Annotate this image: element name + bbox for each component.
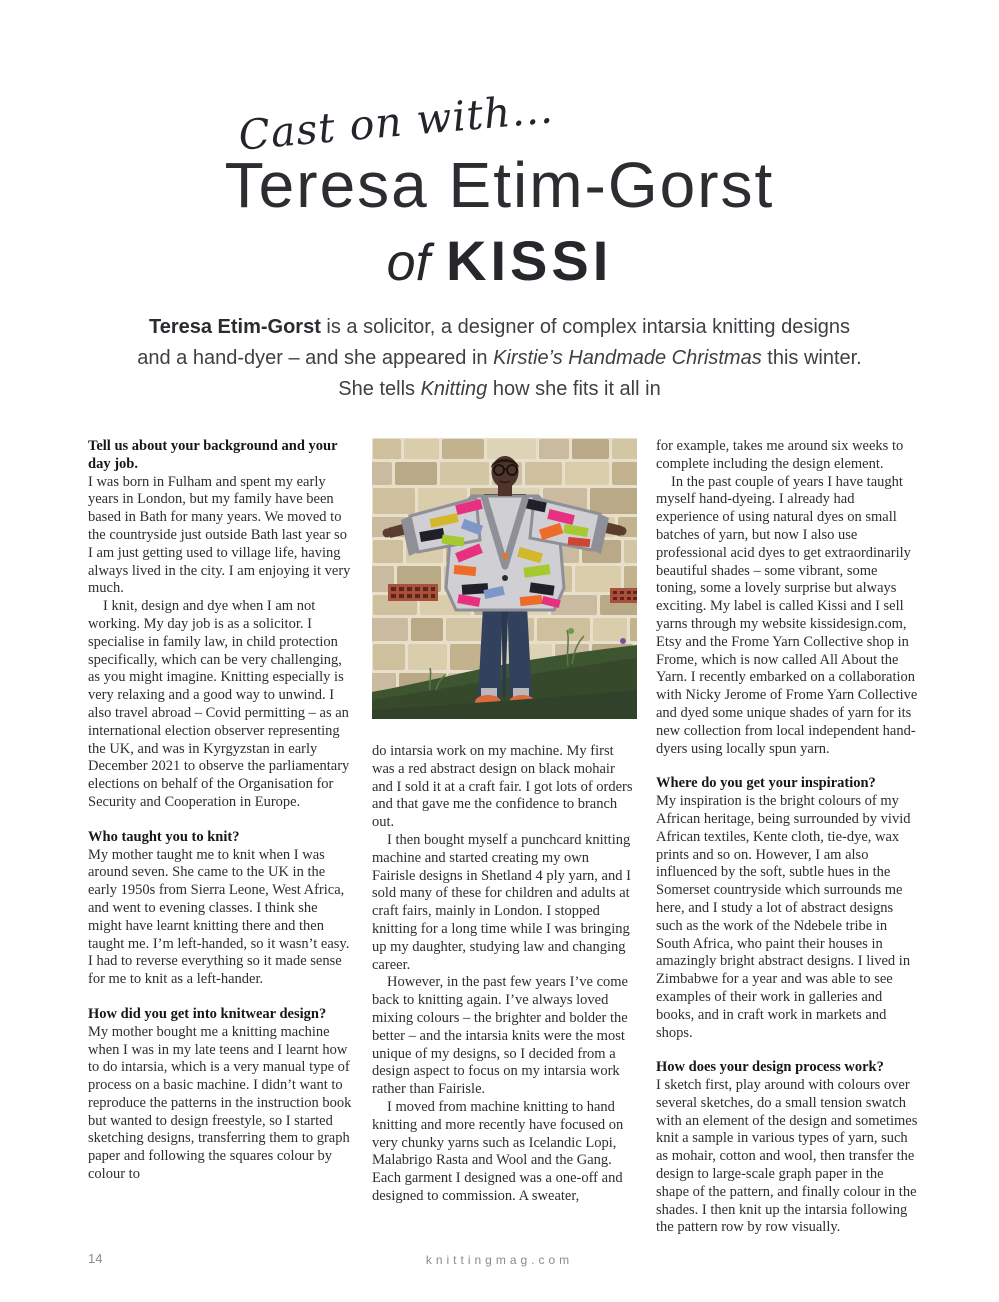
question-heading: Who taught you to knit? (88, 828, 240, 845)
body-paragraph: I was born in Fulham and spent my early years in London, but my family have been based in Bath for many years. We moved to the countryside just outside Bath last year so I am just getting used to village life, having always lived in the city. I am enjoying it very much. (88, 473, 351, 597)
page-number: 14 (88, 1251, 103, 1266)
subtitle-of: of (386, 234, 431, 292)
standfirst (0, 312, 999, 405)
body-paragraph: I sketch first, play around with colours over several sketches, do a small tension swatch with an element of the design and sometimes knit a sample in various types of yarn, such as mohair, cotton and wool, then transfer the design to large-scale graph paper in the shape of the pattern, and finally colour in the shades. I then knit up the intarsia following the pattern row by row visually. (656, 1077, 918, 1236)
article-body (88, 438, 920, 1237)
question-heading: Where do you get your inspiration? (656, 775, 876, 792)
script-kicker: Cast on with... (236, 84, 556, 160)
standfirst-line: Teresa Etim-Gorst is a solicitor, a designer of complex intarsia knitting designs (148, 316, 851, 338)
body-paragraph: I moved from machine knitting to hand knitting and more recently have focused on very chunky yarns such as Icelandic Lopi, Malabrigo Rasta and Wool and the Gang. Each garment I designed was a one-off and designed to commission. A sweater, (372, 1098, 624, 1204)
body-paragraph: My mother bought me a knitting machine when I was in my late teens and I learnt how to do intarsia, which is a very manual type of process on a basic machine. I didn’t want to reproduce the patterns in the instruction book but wanted to design freestyle, so I started sketching designs, transferring them to graph paper and following the squares colour by colour to (88, 1023, 352, 1183)
photo-teresa-in-intarsia-cardigan (372, 438, 637, 719)
body-paragraph: I then bought myself a punchcard knitting machine and started creating my own Fairisle designs in Shetland 4 ply yarn, and I sold many of these for children and adults at craft fairs, mainly in London. I stopped knitting for a long time while I was bringing up my daughter, studying law and changing career. (372, 831, 631, 973)
website-footer: knittingmag.com (425, 1253, 574, 1267)
body-paragraph: My mother taught me to knit when I was around seven. She came to the UK in the early 1950s from Sierra Leone, West Africa, and went to evening classes. I think she might have learnt knitting there and then taught me. I’m left-handed, so it wasn’t easy. I had to reverse everything so it made sense for me to knit as a left-hander. (88, 846, 350, 988)
question-heading: How does your design process work? (656, 1059, 884, 1076)
body-paragraph: In the past couple of years I have taught myself hand-dyeing. I already had experience of using natural dyes on small batches of yarn, but now I also use professional acid dyes to get extraordinarily beautiful shades – some vibrant, some toning, some a lovely surprise but always exciting. My label is called Kissi and I sell yarns through my website kissidesign.com, Etsy and the Frome Yarn Collective shop in Frome, which is now called All About the Yarn. I recently embarked on a collaboration with Nicky Jerome of Frome Yarn Collective and dyed some unique shades of yarn for its new collection from local independent hand-dyers using locally spun yarn. (656, 473, 918, 757)
standfirst-line: and a hand-dyer – and she appeared in Kirstie’s Handmade Christmas this winter. (137, 347, 862, 369)
standfirst-line: She tells Knitting how she fits it all in (338, 378, 661, 400)
article-column-3 (656, 438, 920, 1237)
body-paragraph: However, in the past few years I’ve come back to knitting again. I’ve always loved mixing colours – the brighter and bolder the better – and the intarsia knits were the most unique of my designs, so I decided from a design aspect to focus on my intarsia work rather than Fairisle. (372, 974, 628, 1098)
brick-vent-left (388, 584, 438, 601)
body-paragraph: My inspiration is the bright colours of my African heritage, being surrounded by vivid African textiles, Kente cloth, tie-dye, wax prints and so on. However, I am also influenced by the soft, subtle hues in the Somerset countryside which surrounds me here, and I study a lot of abstract designs such as the work of the Ndebele tribe in South Africa, who paint their houses in amazingly bright abstract designs. I lived in Zimbabwe for a year and was able to see examples of their work in galleries and books, and in craft work in markets and shops. (656, 793, 911, 1041)
article-column-2 (372, 438, 636, 1237)
question-heading: Tell us about your background and your day job. (88, 438, 338, 472)
brick-vent-right (610, 588, 637, 603)
article-column-1 (88, 438, 352, 1237)
brand-name: KISSI (446, 229, 613, 292)
body-paragraph: for example, takes me around six weeks to complete including the design element. (656, 438, 904, 472)
question-heading: How did you get into knitwear design? (88, 1005, 327, 1022)
subtitle (0, 228, 999, 293)
body-paragraph: I knit, design and dye when I am not working. My day job is as a solicitor. I specialise in family law, in child protection specifically, which can be very challenging, as you might imagine. Knitting especially is very relaxing and a good way to unwind. I also travel abroad – Covid permitting – as an international election observer representing the UK, and was in Kyrgyzstan in early December 2021 to observe the parliamentary elections on behalf of the Organisation for Security and Cooperation in Europe. (88, 598, 350, 810)
body-paragraph: do intarsia work on my machine. My first was a red abstract design on black mohair and I sold it at a craft fair. I got lots of orders and that gave me the confidence to branch out. (372, 743, 633, 831)
page-title: Teresa Etim-Gorst (224, 149, 775, 221)
photo-illustration (372, 438, 637, 719)
